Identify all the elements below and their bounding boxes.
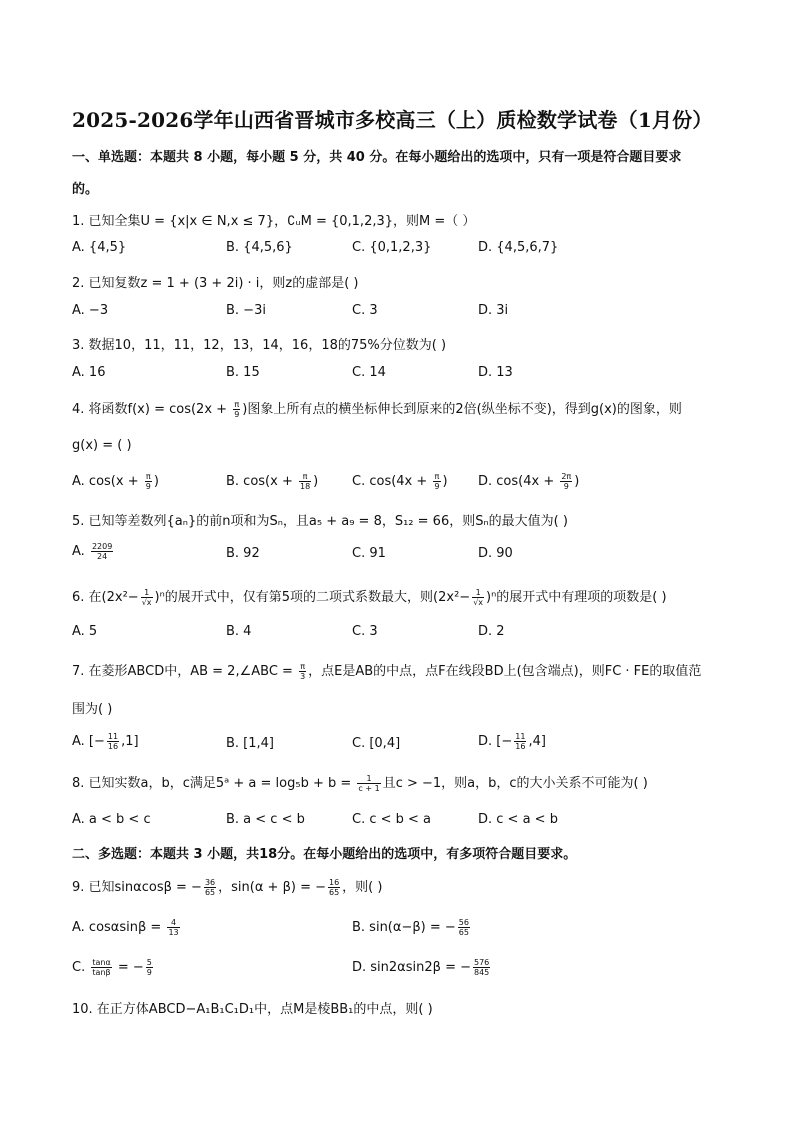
q7-option-a-text: A. [− (72, 734, 105, 749)
q2-option-d: D. 3i (478, 303, 509, 318)
q4-option-d-text: D. cos(4x + (478, 474, 559, 489)
section1-intro-cont: 的。 (72, 182, 99, 197)
q7-option-d-frac-den: 16 (515, 742, 526, 751)
q7-frac-num: π (300, 662, 306, 671)
q9-option-a-frac-den: 13 (168, 928, 179, 937)
q2-option-b: B. −3i (226, 303, 266, 318)
q4-option-a-frac (145, 472, 152, 491)
q3-option-c: C. 14 (352, 365, 386, 380)
q9-option-a-frac (167, 918, 179, 937)
q7-fraction-pi-3 (299, 662, 306, 681)
q10-stem: 10. 在正方体ABCD−A₁B₁C₁D₁中，点M是棱BB₁的中点，则( ) (72, 1002, 433, 1017)
q2-stem: 2. 已知复数z = 1 + (3 + 2i) · i，则z的虚部是( ) (72, 276, 359, 291)
q1-option-d: D. {4,5,6,7} (478, 240, 559, 255)
q1-option-c: C. {0,1,2,3} (352, 240, 432, 255)
q8-option-a: A. a < b < c (72, 812, 151, 827)
q4-frac-den: 9 (234, 410, 240, 419)
q9-option-c-frac-num: tanα (92, 958, 111, 967)
q5-option-a-prefix: A. (72, 544, 89, 559)
q9-option-d-frac-num: 576 (473, 958, 490, 967)
q7-stem-part2: ，点E是AB的中点，点F在线段BD上(包含端点)，则FC · FE的取值范 (308, 664, 702, 679)
q4-stem-part2: )图象上所有点的横坐标伸长到原来的2倍(纵坐标不变)，得到g(x)的图象，则 (242, 402, 682, 417)
q9-frac2-num: 16 (328, 878, 340, 887)
q9-fraction-16-65 (328, 878, 340, 897)
q5-option-b: B. 92 (226, 546, 260, 561)
q5-option-a-frac-den: 24 (97, 552, 108, 561)
section1-intro: 一、单选题：本题共 8 小题，每小题 5 分，共 40 分。在每小题给出的选项中，只有一项是符合题目要求 (72, 150, 682, 165)
q4-option-c-text: C. cos(4x + (352, 474, 432, 489)
q4-fraction-pi-9 (233, 400, 240, 419)
q8-stem-part1: 8. 已知实数a，b，c满足5ᵃ + a = log₅b + b = (72, 776, 356, 791)
q7-stem-part1: 7. 在菱形ABCD中，AB = 2,∠ABC = (72, 664, 298, 679)
q6-option-a: A. 5 (72, 624, 98, 639)
q4-option-b-frac-num: π (299, 472, 311, 482)
q6-frac2-num: 1 (472, 588, 484, 598)
q5-option-a-frac-num: 2209 (91, 542, 113, 551)
q9-stem-part3: ，则( ) (342, 880, 383, 895)
q9-option-a-frac-num: 4 (167, 918, 179, 928)
q9-option-c-frac-den: tanβ (92, 968, 111, 977)
q5-option-a-frac (91, 542, 113, 561)
q4-option-c-close: ) (442, 474, 448, 489)
q6-frac2-den: √x (473, 598, 484, 607)
q9-option-c (72, 958, 155, 977)
q7-option-d-end: ,4] (528, 734, 546, 749)
q6-option-c: C. 3 (352, 624, 378, 639)
q7-option-b: B. [1,4] (226, 736, 275, 751)
q2-option-a: A. −3 (72, 303, 109, 318)
q4-option-c-frac (433, 472, 440, 491)
q9-option-b-frac (458, 918, 470, 937)
q6-stem (72, 586, 667, 607)
q6-fraction-2 (472, 588, 484, 607)
q6-stem-part3: )ⁿ的展开式中有理项的项数是( ) (486, 590, 667, 605)
q6-stem-part2: )ⁿ的展开式中，仅有第5项的二项式系数最大，则(2x²− (154, 590, 471, 605)
q7-option-a-frac (107, 732, 119, 751)
q8-frac-den: c + 1 (358, 784, 380, 793)
q9-option-c-text: C. (72, 960, 90, 975)
q4-option-c-frac-den: 9 (434, 482, 440, 491)
q8-stem-part2: 且c > −1，则a，b，c的大小关系不可能为( ) (382, 776, 648, 791)
q9-option-a (72, 918, 182, 937)
q4-option-a-text: A. cos(x + (72, 474, 143, 489)
q6-frac1-den: √x (141, 598, 152, 607)
q9-option-c-frac2-den: 9 (146, 968, 152, 977)
q4-option-c (352, 472, 448, 491)
q7-option-a-frac-num: 11 (107, 732, 119, 741)
q9-frac1-den: 65 (204, 888, 216, 897)
q4-stem-line2: g(x) = ( ) (72, 438, 132, 453)
q4-option-b-close: ) (313, 474, 319, 489)
q4-option-a-close: ) (153, 474, 159, 489)
page-title: 2025-2026学年山西省晋城市多校高三（上）质检数学试卷（1月份） (72, 108, 713, 132)
q7-option-d-frac (514, 732, 526, 751)
q3-stem: 3. 数据10，11，11，12，13，14，16，18的75%分位数为( ) (72, 338, 447, 353)
q4-option-b (226, 472, 318, 491)
q4-option-d-frac (560, 472, 572, 491)
q8-fraction (357, 774, 380, 793)
q9-stem (72, 876, 382, 897)
q8-option-c: C. c < b < a (352, 812, 432, 827)
q9-option-b-frac-den: 65 (458, 928, 469, 937)
q4-option-a (72, 472, 159, 491)
q9-option-a-text: A. cosαsinβ = (72, 920, 166, 935)
q4-option-b-text: B. cos(x + (226, 474, 297, 489)
q1-stem: 1. 已知全集U = {x|x ∈ N,x ≤ 7}，∁ᵤM = {0,1,2,3}，则M =（ ） (72, 214, 476, 229)
q4-stem (72, 398, 682, 419)
q9-option-c-frac-5-9 (146, 958, 153, 977)
q3-option-a: A. 16 (72, 365, 106, 380)
q5-option-c: C. 91 (352, 546, 386, 561)
q6-stem-part1: 6. 在(2x²− (72, 590, 139, 605)
q9-option-b (352, 918, 472, 937)
section2-intro: 二、多选题：本题共 3 小题，共18分。在每小题给出的选项中，有多项符合题目要求。 (72, 847, 577, 862)
q1-option-b: B. {4,5,6} (226, 240, 293, 255)
q9-option-b-text: B. sin(α−β) = − (352, 920, 456, 935)
q8-option-b: B. a < c < b (226, 812, 305, 827)
q6-frac1-num: 1 (141, 588, 153, 598)
q3-option-d: D. 13 (478, 365, 513, 380)
q8-stem (72, 772, 648, 793)
q4-option-b-frac (299, 472, 311, 491)
q5-option-a (72, 542, 115, 561)
q9-fraction-36-65 (204, 878, 216, 897)
q9-option-d-frac-den: 845 (473, 968, 490, 977)
q4-option-b-frac-den: 18 (299, 482, 311, 491)
q7-option-d (478, 732, 546, 751)
q8-frac-num: 1 (357, 774, 380, 784)
q6-option-b: B. 4 (226, 624, 252, 639)
q7-stem-line2: 围为( ) (72, 702, 113, 717)
q9-option-c-eq: = − (113, 960, 144, 975)
q2-option-c: C. 3 (352, 303, 378, 318)
q7-option-a-end: ,1] (121, 734, 139, 749)
q3-option-b: B. 15 (226, 365, 260, 380)
q9-frac2-den: 65 (328, 888, 340, 897)
q5-option-d: D. 90 (478, 546, 513, 561)
q6-fraction-1 (141, 588, 153, 607)
q8-option-d: D. c < a < b (478, 812, 558, 827)
q4-frac-num: π (234, 400, 240, 409)
q7-option-c: C. [0,4] (352, 736, 401, 751)
q9-option-c-frac-tan (91, 958, 111, 977)
q7-option-a-frac-den: 16 (107, 742, 119, 751)
q9-option-d (352, 958, 492, 977)
q7-option-a (72, 732, 139, 751)
q6-option-d: D. 2 (478, 624, 505, 639)
q4-option-a-frac-den: 9 (145, 482, 151, 491)
q7-option-d-text: D. [− (478, 734, 513, 749)
q4-stem-part1: 4. 将函数f(x) = cos(2x + (72, 402, 232, 417)
q9-frac1-num: 36 (204, 878, 216, 887)
q5-stem: 5. 已知等差数列{aₙ}的前n项和为Sₙ，且a₅ + a₉ = 8，S₁₂ = 66，则Sₙ的最大值为( ) (72, 514, 568, 529)
q7-stem (72, 660, 701, 681)
q9-option-b-frac-num: 56 (458, 918, 469, 927)
q4-option-c-frac-num: π (434, 472, 440, 481)
q4-option-d-frac-num: 2π (561, 472, 572, 481)
q9-option-d-text: D. sin2αsin2β = − (352, 960, 471, 975)
q9-stem-part2: ，sin(α + β) = − (218, 880, 326, 895)
q9-option-d-frac (473, 958, 490, 977)
q4-option-a-frac-num: π (145, 472, 151, 481)
q7-option-d-frac-num: 11 (515, 732, 526, 741)
q9-option-c-frac2-num: 5 (146, 958, 152, 967)
q9-stem-part1: 9. 已知sinαcosβ = − (72, 880, 202, 895)
q4-option-d-close: ) (574, 474, 580, 489)
q7-frac-den: 3 (300, 672, 306, 681)
q4-option-d (478, 472, 579, 491)
q1-option-a: A. {4,5} (72, 240, 127, 255)
q4-option-d-frac-den: 9 (563, 482, 569, 491)
